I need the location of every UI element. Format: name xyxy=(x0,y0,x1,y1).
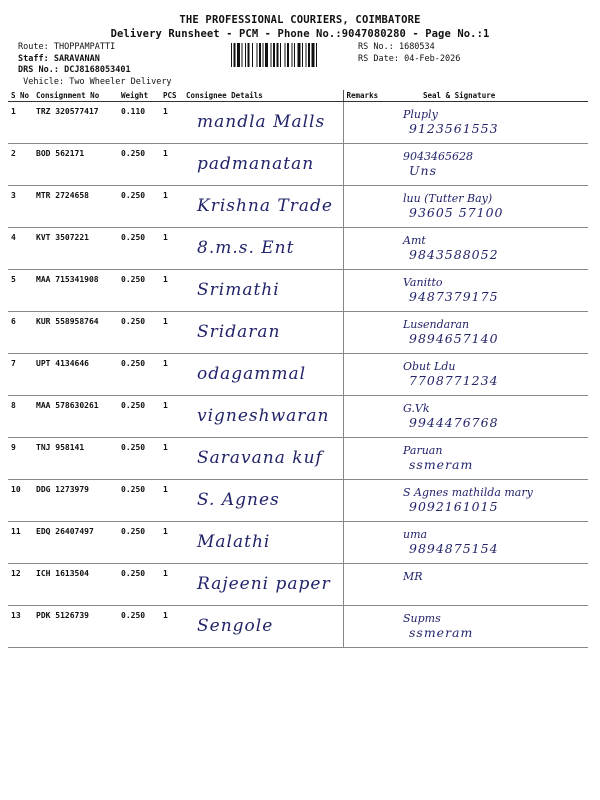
signature-phone: 9894875154 xyxy=(409,541,499,556)
consignee-handwriting: Saravana kuf xyxy=(197,448,323,468)
remarks-cell xyxy=(343,228,397,270)
weight-cell: 0.250 xyxy=(118,522,160,564)
sno-cell: 13 xyxy=(8,606,33,648)
sno-cell: 1 xyxy=(8,102,33,144)
consignment-cell: EDQ 26407497 xyxy=(33,522,118,564)
signature-handwriting: MR xyxy=(403,570,423,583)
meta-right xyxy=(358,42,460,65)
sno-cell: 8 xyxy=(8,396,33,438)
pcs-cell: 1 xyxy=(160,228,183,270)
signature-phone: 9843588052 xyxy=(409,247,499,262)
rs-no-value: 1680534 xyxy=(398,42,435,52)
signature-phone: ssmeram xyxy=(409,457,474,472)
consignee-handwriting: mandla Malls xyxy=(197,112,326,132)
signature-handwriting: Amt xyxy=(403,234,426,247)
signature-handwriting: Pluply xyxy=(403,108,438,121)
meta-left xyxy=(18,42,172,88)
weight-cell: 0.250 xyxy=(118,144,160,186)
col-remarks: Remarks xyxy=(343,90,397,102)
remarks-cell xyxy=(343,438,397,480)
barcode-bar xyxy=(259,43,261,67)
sno-cell: 7 xyxy=(8,354,33,396)
table-row xyxy=(8,312,588,354)
signature-phone: 7708771234 xyxy=(409,373,499,388)
consignee-cell xyxy=(183,270,343,312)
remarks-cell xyxy=(343,564,397,606)
signature-phone: 9092161015 xyxy=(409,499,499,514)
sno-cell: 12 xyxy=(8,564,33,606)
barcode-bar xyxy=(292,43,293,67)
consignee-handwriting: vigneshwaran xyxy=(197,406,330,426)
remarks-cell xyxy=(343,480,397,522)
pcs-cell: 1 xyxy=(160,186,183,228)
runsheet-subtitle: Delivery Runsheet - PCM - Phone No.:9047080280 - Page No.:1 xyxy=(110,28,490,40)
runsheet-table xyxy=(8,90,588,648)
remarks-cell xyxy=(343,102,397,144)
signature-cell xyxy=(397,102,588,144)
pcs-cell: 1 xyxy=(160,270,183,312)
consignee-handwriting: Sengole xyxy=(197,616,274,636)
barcode-bar xyxy=(234,43,236,67)
consignee-cell xyxy=(183,186,343,228)
barcode-bar xyxy=(271,43,272,67)
weight-cell: 0.250 xyxy=(118,312,160,354)
company-title: THE PROFESSIONAL COURIERS, COIMBATORE xyxy=(179,14,421,26)
rs-date-line xyxy=(358,54,460,66)
consignee-cell xyxy=(183,522,343,564)
remarks-cell xyxy=(343,144,397,186)
sno-cell: 4 xyxy=(8,228,33,270)
weight-cell: 0.250 xyxy=(118,438,160,480)
col-weight: Weight xyxy=(118,90,160,102)
sno-cell: 6 xyxy=(8,312,33,354)
pcs-cell: 1 xyxy=(160,144,183,186)
barcode-bar xyxy=(308,43,310,67)
consignee-handwriting: Krishna Trade xyxy=(197,196,333,216)
weight-cell: 0.250 xyxy=(118,396,160,438)
barcode-bar xyxy=(316,43,317,67)
remarks-cell xyxy=(343,270,397,312)
consignee-cell xyxy=(183,564,343,606)
barcode-bar xyxy=(265,43,268,67)
staff-value: SARAVANAN xyxy=(53,53,100,64)
col-signature: Seal & Signature xyxy=(397,90,588,102)
table-header-row xyxy=(8,90,588,102)
sno-cell: 3 xyxy=(8,186,33,228)
signature-cell xyxy=(397,564,588,606)
consignee-handwriting: padmanatan xyxy=(197,154,315,174)
consignee-handwriting: S. Agnes xyxy=(197,490,280,510)
weight-cell: 0.250 xyxy=(118,354,160,396)
table-row xyxy=(8,564,588,606)
consignee-cell xyxy=(183,102,343,144)
table-row xyxy=(8,480,588,522)
barcode-bar xyxy=(237,43,240,67)
signature-handwriting: Obut Ldu xyxy=(403,360,456,373)
vehicle-line xyxy=(18,77,172,89)
barcode-bar xyxy=(242,43,243,67)
weight-cell: 0.250 xyxy=(118,186,160,228)
pcs-cell: 1 xyxy=(160,480,183,522)
signature-handwriting: 9043465628 xyxy=(403,150,473,163)
col-consignment: Consignment No xyxy=(33,90,118,102)
remarks-cell xyxy=(343,606,397,648)
signature-handwriting: Paruan xyxy=(403,444,443,457)
table-row xyxy=(8,270,588,312)
rs-no-line xyxy=(358,42,460,54)
table-row xyxy=(8,186,588,228)
weight-cell: 0.110 xyxy=(118,102,160,144)
drs-line xyxy=(18,65,172,77)
consignment-cell: MTR 2724658 xyxy=(33,186,118,228)
signature-handwriting: G.Vk xyxy=(403,402,430,415)
barcode-bar xyxy=(277,43,279,67)
signature-cell xyxy=(397,354,588,396)
staff-label: Staff: xyxy=(18,53,49,64)
remarks-cell xyxy=(343,354,397,396)
pcs-cell: 1 xyxy=(160,522,183,564)
sno-cell: 10 xyxy=(8,480,33,522)
barcode-bar xyxy=(231,43,232,67)
table-row xyxy=(8,438,588,480)
route-line xyxy=(18,42,172,54)
consignment-cell: KVT 3507221 xyxy=(33,228,118,270)
consignee-cell xyxy=(183,312,343,354)
pcs-cell: 1 xyxy=(160,354,183,396)
route-value: THOPPAMPATTI xyxy=(53,42,116,52)
signature-phone: Uns xyxy=(409,163,437,178)
signature-handwriting: uma xyxy=(403,528,428,541)
sno-cell: 2 xyxy=(8,144,33,186)
weight-cell: 0.250 xyxy=(118,564,160,606)
consignee-cell xyxy=(183,606,343,648)
remarks-cell xyxy=(343,396,397,438)
barcode-bar xyxy=(294,43,295,67)
consignee-cell xyxy=(183,396,343,438)
consignment-cell: UPT 4134646 xyxy=(33,354,118,396)
signature-cell xyxy=(397,480,588,522)
remarks-cell xyxy=(343,186,397,228)
col-sno: S No xyxy=(8,90,33,102)
barcode-bar xyxy=(287,43,289,67)
signature-cell xyxy=(397,186,588,228)
consignee-cell xyxy=(183,144,343,186)
table-row xyxy=(8,396,588,438)
sno-cell: 9 xyxy=(8,438,33,480)
route-label: Route: xyxy=(18,42,49,52)
consignee-handwriting: odagammal xyxy=(197,364,307,384)
remarks-cell xyxy=(343,312,397,354)
signature-handwriting: Vanitto xyxy=(403,276,443,289)
table-row xyxy=(8,228,588,270)
drs-label: DRS No.: xyxy=(18,65,59,76)
consignee-handwriting: Rajeeni paper xyxy=(197,574,331,594)
pcs-cell: 1 xyxy=(160,564,183,606)
signature-phone: ssmeram xyxy=(409,625,474,640)
signature-phone: 9487379175 xyxy=(409,289,499,304)
barcode-bar xyxy=(252,43,253,67)
rs-date-label: RS Date: xyxy=(358,53,399,64)
signature-cell xyxy=(397,396,588,438)
consignee-cell xyxy=(183,228,343,270)
pcs-cell: 1 xyxy=(160,396,183,438)
pcs-cell: 1 xyxy=(160,312,183,354)
consignment-cell: DDG 1273979 xyxy=(33,480,118,522)
barcode-bar xyxy=(245,43,246,67)
remarks-cell xyxy=(343,522,397,564)
signature-phone: 93605 57100 xyxy=(409,205,504,220)
consignee-handwriting: 8.m.s. Ent xyxy=(197,238,295,258)
barcode-bar xyxy=(298,43,301,67)
rs-no-label: RS No.: xyxy=(358,42,394,52)
consignee-cell xyxy=(183,438,343,480)
consignment-cell: KUR 558958764 xyxy=(33,312,118,354)
consignee-cell xyxy=(183,480,343,522)
weight-cell: 0.250 xyxy=(118,270,160,312)
barcode-bar xyxy=(263,43,264,67)
signature-cell xyxy=(397,312,588,354)
consignment-cell: TRZ 320577417 xyxy=(33,102,118,144)
rs-date-value: 04-Feb-2026 xyxy=(404,53,461,64)
signature-cell xyxy=(397,270,588,312)
consignment-cell: BOD 562171 xyxy=(33,144,118,186)
consignee-handwriting: Sridaran xyxy=(197,322,281,342)
drs-value: DCJ8168053401 xyxy=(64,65,131,76)
table-row xyxy=(8,522,588,564)
signature-cell xyxy=(397,522,588,564)
signature-handwriting: S Agnes mathilda mary xyxy=(403,486,533,499)
table-row xyxy=(8,354,588,396)
barcode-bar xyxy=(312,43,315,67)
barcode-bar xyxy=(302,43,303,67)
vehicle-label: Vehicle: xyxy=(23,76,65,87)
consignment-cell: PDK 5126739 xyxy=(33,606,118,648)
table-row xyxy=(8,606,588,648)
barcode xyxy=(231,43,354,67)
consignee-handwriting: Srimathi xyxy=(197,280,280,300)
col-consignee: Consignee Details xyxy=(183,90,343,102)
signature-phone: 9123561553 xyxy=(409,121,499,136)
pcs-cell: 1 xyxy=(160,606,183,648)
table-row xyxy=(8,144,588,186)
signature-cell xyxy=(397,438,588,480)
signature-handwriting: Supms xyxy=(403,612,441,625)
col-pcs: PCS xyxy=(160,90,183,102)
table-row xyxy=(8,102,588,144)
barcode-bar xyxy=(285,43,286,67)
signature-cell xyxy=(397,228,588,270)
sno-cell: 5 xyxy=(8,270,33,312)
sno-cell: 11 xyxy=(8,522,33,564)
pcs-cell: 1 xyxy=(160,102,183,144)
signature-cell xyxy=(397,606,588,648)
vehicle-value: Two Wheeler Delivery xyxy=(69,76,172,87)
weight-cell: 0.250 xyxy=(118,228,160,270)
weight-cell: 0.250 xyxy=(118,480,160,522)
consignee-cell xyxy=(183,354,343,396)
barcode-bar xyxy=(248,43,250,67)
barcode-bar xyxy=(273,43,275,67)
staff-line xyxy=(18,54,172,66)
consignment-cell: ICH 1613504 xyxy=(33,564,118,606)
weight-cell: 0.250 xyxy=(118,606,160,648)
barcode-bar xyxy=(280,43,281,67)
consignment-cell: MAA 578630261 xyxy=(33,396,118,438)
signature-handwriting: Lusendaran xyxy=(403,318,470,331)
signature-phone: 9944476768 xyxy=(409,415,499,430)
consignment-cell: TNJ 958141 xyxy=(33,438,118,480)
signature-cell xyxy=(397,144,588,186)
barcode-bar xyxy=(306,43,307,67)
pcs-cell: 1 xyxy=(160,438,183,480)
barcode-bar xyxy=(257,43,258,67)
signature-handwriting: luu (Tutter Bay) xyxy=(403,192,493,205)
consignment-cell: MAA 715341908 xyxy=(33,270,118,312)
consignee-handwriting: Malathi xyxy=(197,532,271,552)
signature-phone: 9894657140 xyxy=(409,331,499,346)
